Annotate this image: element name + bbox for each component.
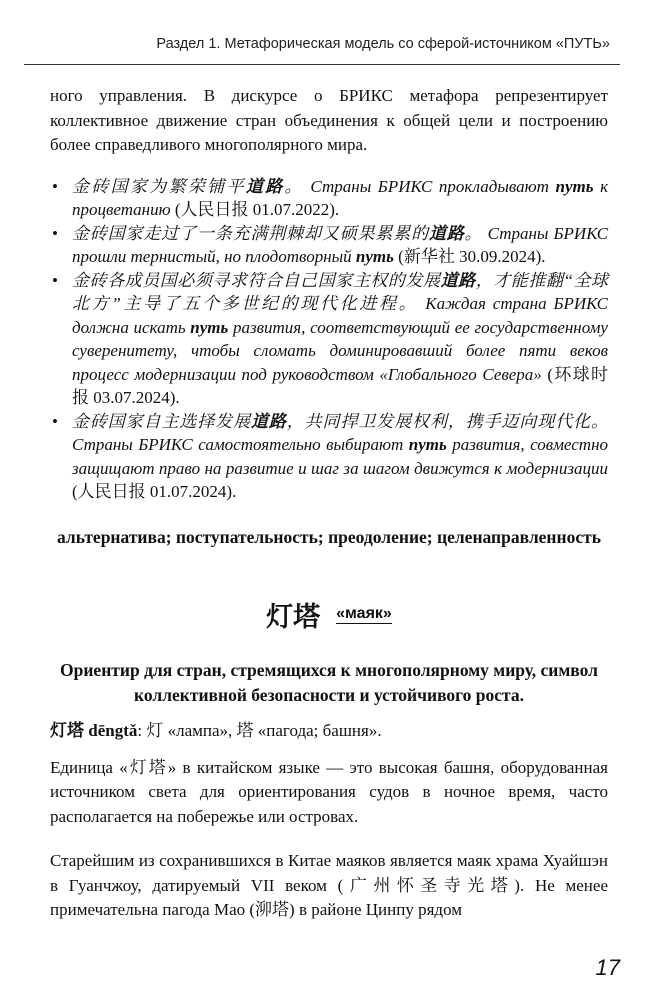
example-item (50, 222, 608, 269)
keywords-line: альтернатива; поступательность; преодоление; целенаправленность (57, 526, 601, 547)
example-source: (人民日报 01.07.2022). (170, 200, 340, 219)
example-source: (环球时报 03.07.2024). (72, 364, 608, 407)
example-chinese: 金砖国家为繁荣铺平道路。 (72, 176, 304, 196)
bullet-icon: • (52, 176, 58, 196)
bullet-icon: • (52, 223, 58, 243)
example-source: (人民日报 01.07.2024). (72, 482, 237, 501)
example-item (50, 269, 608, 410)
header-divider (24, 64, 620, 65)
example-source: (新华社 30.09.2024). (393, 247, 546, 266)
example-russian: Страны БРИКС самостоятельно выбирают путь развития, совместно защищают право на развитие и шаг за шагом движутся к модернизации (72, 435, 609, 478)
term-heading (50, 595, 608, 634)
bullet-icon: • (52, 270, 58, 290)
body-paragraph: Старейшим из сохранившихся в Китае маяков является маяк храма Хуайшэн в Гуанчжоу, датируемый VII веком (广州怀圣寺光塔). Не менее примечательна пагода Мао (泖塔) в районе Цинпу рядом (50, 851, 608, 919)
example-russian: Страны БРИКС прокладывают путь к процветанию (72, 176, 609, 219)
body-paragraph: Единица «灯塔» в китайском языке — это высокая башня, оборудованная источником света для ориентирования судов в ночное время, часто располагается на побережье или островах. (50, 757, 608, 826)
term-translation: «маяк» (336, 605, 392, 622)
example-chinese: 金砖各成员国必须寻求符合自己国家主权的发展道路，才能推翻“全球北方”主导了五个多世纪的现代化进程。 (72, 270, 608, 313)
intro-paragraph: ного управления. В дискурсе о БРИКС метафора репрезентирует коллективное движение стран объединения к общей цели и построению более справедливого многополярного мира. (50, 86, 608, 154)
etymology-pinyin: dēngtǎ (88, 720, 138, 740)
page-body (50, 84, 608, 923)
page-number: 17 (595, 955, 620, 980)
etymology-text: : 灯 «лампа», 塔 «пагода; башня». (137, 720, 382, 740)
term-definition: Ориентир для стран, стремящихся к многополярному миру, символ коллективной безопасности и устойчивого роста. (60, 659, 598, 705)
example-chinese: 金砖国家自主选择发展道路，共同捍卫发展权利，携手迈向现代化。 (72, 411, 609, 431)
example-chinese: 金砖国家走过了一条充满荆棘却又硕果累累的道路。 (72, 223, 483, 243)
etymology-term: 灯塔 (50, 720, 84, 740)
running-header: Раздел 1. Метафорическая модель со сферой-источником «ПУТЬ» (156, 36, 610, 52)
term-chinese: 灯塔 (266, 601, 321, 633)
example-russian: Страны БРИКС прошли тернистый, но плодотворный путь (72, 223, 609, 266)
example-item (50, 410, 608, 504)
bullet-icon: • (52, 411, 58, 431)
example-russian: Каждая страна БРИКС должна искать путь развития, соответствующий ее государственному суверенитету, чтобы сломать доминировавший более пяти веков процесс модернизации под руководством «Глобального Севера» (72, 294, 608, 384)
examples-list (50, 175, 608, 504)
example-item (50, 175, 608, 222)
etymology-line (50, 718, 608, 743)
